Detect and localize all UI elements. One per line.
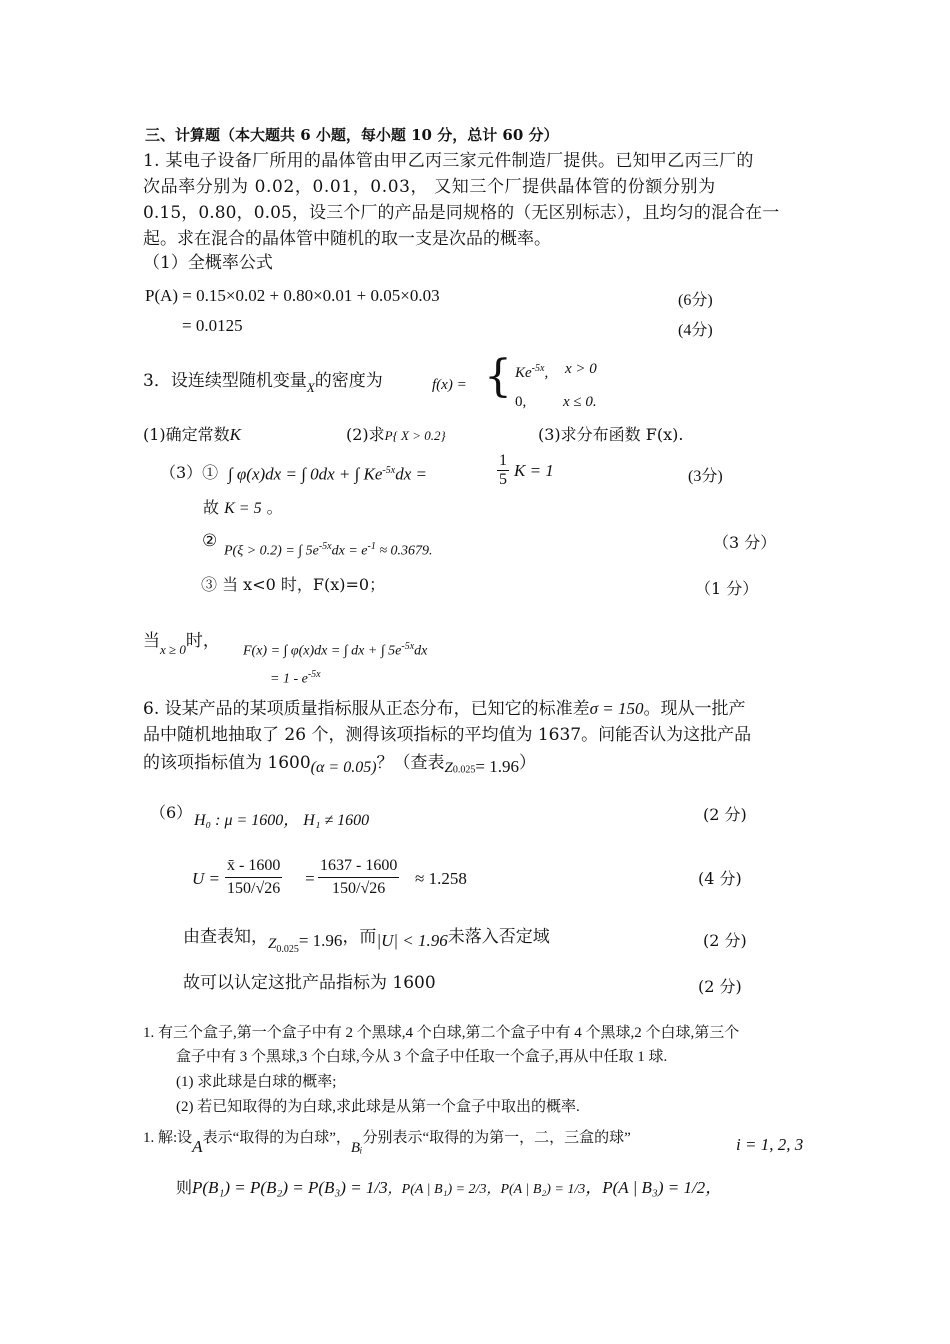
q3-part-2-text: (2)求	[346, 425, 385, 444]
q3-step-4-suffix: 时，	[185, 631, 220, 651]
q3-step-1b-end: 。	[266, 498, 283, 517]
ball-sol-c: 分别表示“取得的为第一，二，三盒的球”	[362, 1130, 631, 1146]
q6-conclusion: 故可以认定这批产品指标为 1600	[183, 973, 436, 993]
q3-step-4-end: dx	[414, 643, 428, 659]
q3-step-1b-expr: K = 5	[224, 500, 262, 517]
q3-part-1-var: K	[229, 425, 242, 444]
q1-solution-label: （1）全概率公式	[143, 253, 273, 273]
q6-conclusion-points: (2 分)	[698, 977, 742, 996]
q1-line-3: 0.15，0.80，0.05，设三个厂的产品是同规格的（无区别标志），且均匀的混合在一	[143, 203, 780, 223]
q3-case-1: $Ke^{-5x}$,	[515, 363, 549, 381]
q3-step-1-points: (3分)	[688, 468, 723, 485]
q3-step-1-exp: -5x	[382, 465, 396, 476]
q6-u-frac-2	[318, 855, 399, 900]
q3-step-1b	[203, 497, 283, 520]
q6-u-num-2: 1637 - 1600	[318, 855, 399, 878]
q1-equation-1-points: (6分)	[678, 292, 713, 309]
q3-case-1-cond: x > 0	[565, 361, 597, 377]
q3-step-4-exp: -5x	[401, 641, 415, 652]
ball-sol-B: Bᵢ	[350, 1140, 363, 1156]
q6-line-3	[143, 752, 536, 781]
q3-step-2-end: ≈ 0.3679.	[379, 543, 433, 559]
q3-step-1-expr: ∫ φ(x)dx = ∫ 0dx + ∫ Ke	[228, 464, 383, 484]
q3-step-2-exp: -5x	[318, 541, 332, 552]
q3-case-2: 0,	[515, 394, 527, 410]
q1-line-4: 起。求在混合的晶体管中随机的取一支是次品的概率。	[143, 229, 551, 249]
q3-step-2-exp2: -1	[367, 541, 376, 552]
q3-case-1-expr: Ke	[515, 365, 532, 381]
q3-step-2-mid: dx = e	[331, 543, 368, 559]
q3-part-3: (3)求分布函数 F(x).	[538, 425, 684, 444]
q6-line-3-c: ）	[518, 753, 536, 773]
ball-probs-line	[176, 1177, 722, 1201]
q3-part-2-expr: P{ X > 0.2}	[384, 428, 446, 443]
q6-table-abs: |U| < 1.96	[376, 931, 448, 950]
q6-u-den-1: 150/√26	[227, 880, 281, 897]
q3-part-2	[346, 424, 446, 447]
q6-u-den-2: 150/√26	[332, 880, 386, 897]
q6-hypothesis-points: (2 分)	[703, 805, 747, 824]
q3-step-2-expr: P(ξ > 0.2) = ∫ 5e	[224, 543, 319, 559]
q6-solution-label: （6）	[150, 803, 193, 822]
q6-alpha: (α = 0.05)	[310, 759, 377, 776]
q6-u-lhs: U =	[192, 869, 220, 888]
q3-step-4-prefix	[143, 630, 220, 661]
q3-step-4-expr2: = 1 - e	[270, 671, 308, 687]
q6-table-z-val: = 1.96	[298, 931, 343, 950]
q3-variable: X	[306, 380, 315, 395]
q1-equation-1: P(A) = 0.15×0.02 + 0.80×0.01 + 0.05×0.03	[145, 286, 440, 305]
q6-table-z-sub: 0.025	[276, 944, 299, 955]
q6-z-val: = 1.96	[475, 757, 519, 776]
q6-u-points: (4 分)	[698, 869, 742, 888]
q3-step-4-eq2	[270, 664, 321, 691]
q6-line-2: 品中随机地抽取了 26 个，测得该项指标的平均值为 1637。问能否认为这批产品	[143, 725, 752, 745]
q3-step-1b-text: 故	[203, 498, 220, 517]
q6-line-1	[143, 698, 745, 720]
q3-part-1-text: (1)确定常数	[143, 425, 230, 444]
q6-z: Z	[444, 760, 453, 776]
ball-q-line-1: 1. 有三个盒子,第一个盒子中有 2 个黑球,4 个白球,第二个盒子中有 4 个黑球,2 个白球,第三个	[143, 1025, 740, 1041]
q3-step-1-frac	[497, 452, 509, 489]
q6-u-num-1: x̄ - 1600	[225, 855, 282, 878]
q3-step-4-expr: F(x) = ∫ φ(x)dx = ∫ dx + ∫ 5e	[243, 643, 402, 659]
q6-table-b: ，而	[342, 927, 377, 947]
q3-step-1-eq	[228, 460, 427, 486]
q6-table-line	[183, 926, 550, 961]
q3-density-label: 的密度为	[314, 371, 383, 391]
q3-step-2-eq	[224, 536, 433, 563]
q3-step-2-points: （3 分）	[713, 533, 777, 552]
q6-line-3-b: ？（查表	[376, 753, 445, 773]
q6-u-end: ≈ 1.258	[415, 869, 467, 888]
q3-step-1-end: K = 1	[514, 461, 554, 480]
q3-step-3-points: （1 分）	[695, 579, 759, 598]
q6-table-z: Z	[268, 936, 277, 952]
q6-hypothesis: H₀ : μ = 1600， H₁ ≠ 1600	[194, 812, 370, 829]
q1-equation-2: = 0.0125	[182, 316, 243, 335]
q1-line-2: 次品率分别为 0.02，0.01，0.03， 又知三个厂提供晶体管的份额分别为	[143, 177, 716, 197]
ball-sol-b: 表示“取得的为白球”，	[202, 1130, 351, 1146]
q6-u-frac-1	[225, 855, 282, 900]
q6-z-sub: 0.025	[452, 764, 476, 776]
q3-step-1-frac-den: 5	[499, 471, 507, 488]
ball-solution-line	[143, 1127, 631, 1159]
q3-step-2-label: ②	[202, 531, 218, 551]
q3-step-1-tail: dx =	[395, 464, 427, 484]
q6-sigma: σ = 150	[589, 699, 644, 718]
q6-u-eq: =	[304, 869, 316, 888]
q3-case-2-cond: x ≤ 0.	[563, 394, 597, 410]
q3-part-1	[143, 424, 241, 446]
q3-step-4-cond: x ≥ 0	[160, 642, 186, 657]
ball-q-item-1: (1) 求此球是白球的概率;	[176, 1074, 337, 1090]
q6-line-1-a: 6. 设某产品的某项质量指标服从正态分布，已知它的标准差	[143, 699, 590, 719]
q3-intro-text: 3．设连续型随机变量	[143, 371, 307, 391]
q3-step-1-frac-num: 1	[499, 452, 507, 469]
q6-line-3-a: 的该项指标值为 1600	[143, 753, 311, 773]
q3-step-4-eq	[243, 636, 427, 663]
q3-intro	[143, 370, 383, 399]
ball-p-1: P(B₁) = P(B₂) = P(B₃) = 1/3	[192, 1178, 388, 1197]
ball-sol-a: 1. 解:设	[143, 1130, 193, 1146]
q3-case-1-exp: -5x	[531, 363, 545, 374]
ball-sol-i: i = 1, 2, 3	[736, 1135, 804, 1154]
q6-table-points: (2 分)	[703, 931, 747, 950]
q6-table-c: 未落入否定域	[447, 927, 550, 947]
q3-fx: f(x) =	[432, 377, 467, 393]
ball-p-3: ，P(A | B₂) = 1/3	[486, 1182, 586, 1197]
ball-q-line-2: 盒子中有 3 个黑球,3 个白球,今从 3 个盒子中任取一个盒子,再从中任取 1 球.	[176, 1049, 668, 1065]
q3-step-3: ③ 当 x<0 时，F(x)=0；	[201, 575, 386, 594]
ball-q-item-2: (2) 若已知取得的为白球,求此球是从第一个盒子中取出的概率.	[176, 1099, 580, 1115]
q3-step-4-when: 当	[143, 631, 160, 651]
ball-p-2: ，P(A | B₁) = 2/3	[387, 1182, 487, 1197]
ball-then: 则	[176, 1178, 193, 1197]
q6-line-1-b: 。现从一批产	[643, 699, 746, 719]
ball-sol-A: A	[192, 1137, 203, 1156]
q6-table-a: 由查表知，	[183, 927, 268, 947]
q1-line-1: 1. 某电子设备厂所用的晶体管由甲乙丙三家元件制造厂提供。已知甲乙丙三厂的	[143, 151, 754, 171]
q3-step-1-label: （3）①	[160, 463, 219, 482]
q3-brace: {	[484, 351, 512, 402]
section-header: 三、计算题（本大题共 6 小题，每小题 10 分，总计 60 分）	[145, 126, 559, 144]
q3-step-4-exp2: -5x	[307, 669, 321, 680]
q1-equation-2-points: (4分)	[678, 322, 713, 339]
ball-p-4: ，P(A | B₃) = 1/2，	[585, 1178, 723, 1197]
